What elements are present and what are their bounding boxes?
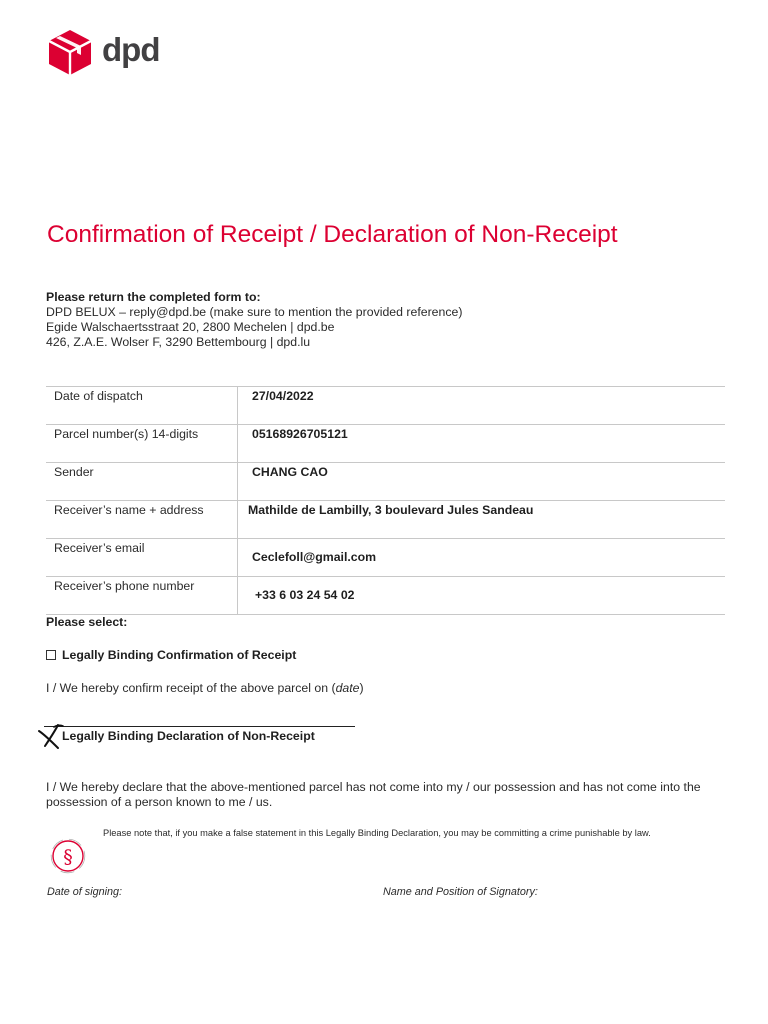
return-heading: Please return the completed form to: [46,290,261,304]
row-value [238,425,726,463]
confirmation-date-word: date [335,681,360,695]
receiver-email-value: Ceclefoll@gmail.com [252,550,377,564]
return-address-block [46,290,462,350]
confirmation-text-prefix: I / We hereby confirm receipt of the above parcel on ( [46,681,336,695]
select-heading: Please select: [46,615,128,629]
legal-section-icon [50,838,86,874]
table-row [46,577,725,615]
option-confirmation[interactable] [46,648,296,662]
name-position-label: Name and Position of Signatory: [383,886,538,898]
table-row [46,387,725,425]
table-row [46,539,725,577]
dispatch-date-value: 27/04/2022 [252,389,314,403]
receiver-phone-value: +33 6 03 24 54 02 [255,588,355,602]
declaration-text: I / We hereby declare that the above-mentioned parcel has not come into my / our possession and has not come into the possession of a person known to me / us. [46,780,701,809]
table-row [46,501,725,539]
return-line-mechelen: Egide Walschaertsstraat 20, 2800 Mechelen | dpd.be [46,320,335,334]
row-label: Sender [46,463,238,501]
confirmation-text-suffix: ) [359,681,364,695]
row-label: Receiver’s name + address [46,501,238,539]
option-non-receipt-label[interactable]: Legally Binding Declaration of Non-Receipt [62,729,315,743]
logo-text: dpd [102,30,160,68]
row-value [238,577,726,615]
svg-text:§: § [63,846,73,868]
row-value [238,501,726,539]
parcel-info-table [46,386,725,615]
dpd-cube-icon [46,28,94,76]
signature-line [44,726,355,727]
row-value [238,539,726,577]
return-line-email: DPD BELUX – reply@dpd.be (make sure to mention the provided reference) [46,305,463,319]
row-label: Receiver’s email [46,539,238,577]
table-row [46,463,725,501]
receipt-checkbox[interactable] [46,650,56,660]
confirmation-text [46,681,364,695]
row-label: Receiver’s phone number [46,577,238,615]
receiver-address-value: Mathilde de Lambilly, 3 boulevard Jules Sandeau [248,503,534,517]
dpd-logo [46,28,159,76]
table-row [46,425,725,463]
row-label: Parcel number(s) 14-digits [46,425,238,463]
return-line-bettembourg: 426, Z.A.E. Wolser F, 3290 Bettembourg | dpd.lu [46,335,311,349]
parcel-number-value: 05168926705121 [252,427,348,441]
row-label: Date of dispatch [46,387,238,425]
option-confirmation-label: Legally Binding Confirmation of Receipt [62,648,297,662]
page-title: Confirmation of Receipt / Declaration of Non-Receipt [47,221,618,248]
row-value [238,463,726,501]
legal-note: Please note that, if you make a false statement in this Legally Binding Declaration, you may be committing a crime punishable by law. [103,828,651,838]
row-value [238,387,726,425]
sender-value: CHANG CAO [252,465,328,479]
date-of-signing-label: Date of signing: [47,886,123,898]
